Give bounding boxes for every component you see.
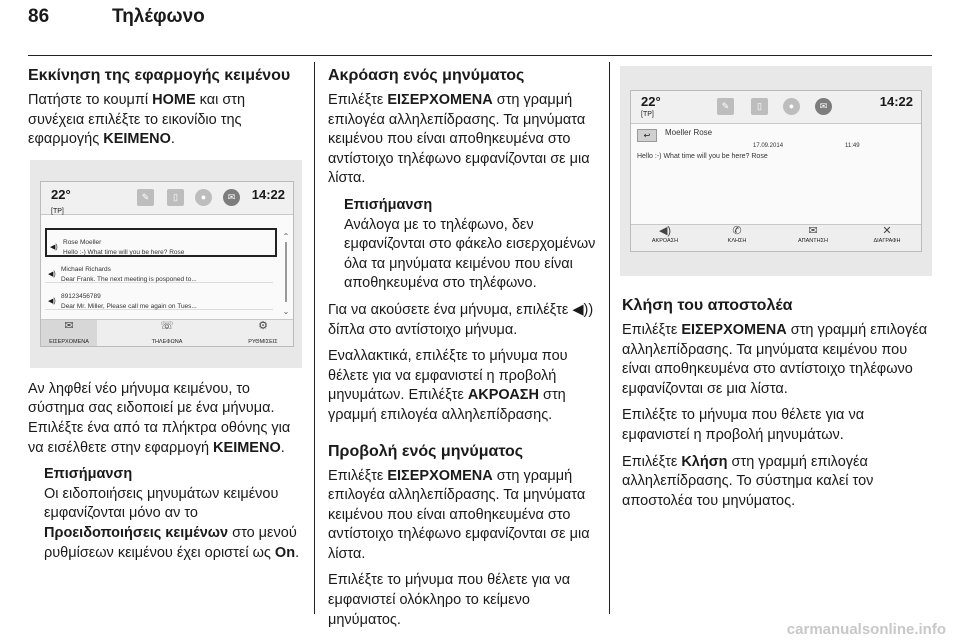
tp-indicator: [TP] [641,111,654,118]
scrollbar[interactable] [285,242,287,302]
column-divider-2 [609,62,610,614]
nav-icon[interactable]: ✎ [717,98,734,115]
inbox-button[interactable]: ✉ ΕΙΣΕΡΧΟΜΕΝΑ [41,320,97,346]
handset-icon: ☏ [160,319,174,332]
temperature: 22° [641,94,661,109]
close-icon: ✕ [882,225,892,237]
paragraph-notification: Αν ληφθεί νέο μήνυμα κειμένου, το σύστημα σας ειδοποιεί με ένα μήνυμα. Επιλέξτε ένα από τα πλήκτρα οθόνης για να εισέλθετε στην εφαρμογή ΚΕΙΜΕΝΟ. [28,380,291,456]
paragraph-listen-2: Για να ακούσετε ένα μήνυμα, επιλέξτε ◀)) δίπλα στο αντίστοιχο μήνυμα. [328,301,594,338]
message-sender: Rose Moeller [63,238,102,246]
message-preview: Dear Frank. The next meeting is posponed to... [61,275,197,283]
clock: 14:22 [251,186,285,202]
heading-view: Προβολή ενός μηνύματος [328,442,524,460]
message-preview: Hello :-) What time will you be here? Rose [63,248,185,256]
inbox-screen [40,181,294,347]
listen-button[interactable]: ◀) ΑΚΡΟΑΣΗ [637,225,693,251]
text-app-icon[interactable]: ✉ [815,98,832,115]
speaker-icon[interactable]: ◀) [48,270,56,278]
message-body: Hello :-) What time will you be here? Rose [637,153,768,160]
settings-icon[interactable]: ● [195,189,212,206]
section-title: Τηλέφωνο [112,6,205,27]
message-row[interactable] [45,228,277,257]
note-title: Επισήμανση [344,196,433,213]
watermark: carmanualsonline.info [786,621,946,638]
speaker-icon[interactable]: ◀) [50,243,58,251]
back-button[interactable] [637,129,657,142]
scroll-up-icon[interactable]: ⌃ [282,231,290,241]
message-view-screen [630,90,922,252]
phones-button[interactable]: ☏ ΤΗΛΕΦΩΝΑ [139,320,195,346]
message-time: 11:49 [845,143,860,149]
paragraph-call-3: Επιλέξτε Κλήση στη γραμμή επιλογέα αλληλεπίδρασης. Το σύστημα καλεί τον αποστολέα του μηνύματος. [622,453,874,509]
tp-indicator: [TP] [51,207,64,215]
header-rule [28,55,932,56]
message-preview: Dear Mr. Miller, Please call me again on Tues... [61,302,197,310]
clock: 14:22 [879,94,913,109]
paragraph-listen-3: Εναλλακτικά, επιλέξτε το μήνυμα που θέλετε για να εμφανιστεί η προβολή μηνυμάτων. Επιλέξτε ΑΚΡΟΑΣΗ στη γραμμή επιλογέα αλληλεπίδρασης. [328,348,568,423]
call-button[interactable]: ✆ ΚΛΗΣΗ [709,225,765,251]
message-date: 17.09.2014 [753,143,784,149]
phone-icon[interactable]: ▯ [751,98,768,115]
heading-call-sender: Κλήση του αποστολέα [622,297,793,314]
back-arrow-icon: ↩ [643,131,651,140]
gear-icon: ⚙ [258,319,268,332]
interaction-selector-bar [41,319,293,346]
heading-start-app: Εκκίνηση της εφαρμογής κειμένου [28,67,291,84]
settings-icon[interactable]: ● [783,98,800,115]
phone-icon[interactable]: ▯ [167,189,184,206]
reply-icon: ✉ [808,225,818,237]
nav-icon[interactable]: ✎ [137,189,154,206]
speaker-icon: ◀) [658,225,672,237]
status-bar [41,182,293,215]
note-inbox: Επισήμανση Ανάλογα με το τηλέφωνο, δεν εμφανίζονται στο φάκελο εισερχομένων όλα τα μηνύματα κειμένου που είναι αποθηκευμένα στο τηλέφωνο. [328,196,600,294]
speaker-icon: ◀)) [572,301,594,318]
message-row[interactable] [45,284,273,310]
message-sender: Moeller Rose [665,128,713,137]
settings-button[interactable]: ⚙ ΡΥΘΜΙΣΕΙΣ [235,320,291,346]
figure-message-screen [620,66,932,276]
paragraph-call-2: Επιλέξτε το μήνυμα που θέλετε για να εμφανιστεί η προβολή μηνυμάτων. [622,407,865,443]
status-bar [631,91,921,124]
temperature: 22° [51,186,71,202]
text-app-icon[interactable]: ✉ [223,189,240,206]
message-sender: 89123456789 [61,292,101,300]
paragraph-start: Πατήστε το κουμπί HOME και στη συνέχεια επιλέξτε το εικονίδιο της εφαρμογής ΚΕΙΜΕΝΟ. [28,92,246,148]
paragraph-listen-1: Επιλέξτε ΕΙΣΕΡΧΟΜΕΝΑ στη γραμμή επιλογέα αλληλεπίδρασης. Τα μηνύματα κειμένου που είναι αποθηκευμένα στο αντίστοιχο τηλέφωνο εμφανίζονται σε μια λίστα. [328,92,590,187]
note-notifications: Επισήμανση Οι ειδοποιήσεις μηνυμάτων κειμένου εμφανίζονται μόνο αν το Προειδοποιήσεις κειμένων στο μενού ρυθμίσεων κειμένου έχει οριστεί ως On. [28,465,304,563]
column-3 [622,296,932,518]
note-title: Επισήμανση [44,466,133,483]
paragraph-view-1: Επιλέξτε ΕΙΣΕΡΧΟΜΕΝΑ στη γραμμή επιλογέα αλληλεπίδρασης. Τα μηνύματα κειμένου που είναι αποθηκευμένα στο αντίστοιχο τηλέφωνο εμφανίζονται σε μια λίστα. [328,467,590,562]
figure-inbox-screen [30,160,302,368]
call-icon: ✆ [732,225,742,237]
paragraph-call-1: Επιλέξτε ΕΙΣΕΡΧΟΜΕΝΑ στη γραμμή επιλογέα αλληλεπίδρασης. Τα μηνύματα κειμένου που είναι αποθηκευμένα στο αντίστοιχο τηλέφωνο εμφανίζονται σε μια λίστα. [622,322,928,397]
paragraph-view-2: Επιλέξτε το μήνυμα που θέλετε για να εμφανιστεί ολόκληρο το κείμενο μηνύματος. [328,572,571,628]
page-number: 86 [28,6,50,27]
message-sender: Michael Richards [61,265,111,273]
column-2 [328,66,600,637]
column-1 [28,66,304,570]
column-divider-1 [314,62,315,614]
interaction-selector-bar [631,224,921,251]
scroll-down-icon[interactable]: ⌄ [282,306,290,316]
envelope-icon: ✉ [64,319,74,332]
delete-button[interactable]: ✕ ΔΙΑΓΡΑΦΗ [859,225,915,251]
speaker-icon[interactable]: ◀) [48,297,56,305]
heading-listen: Ακρόαση ενός μηνύματος [328,67,525,84]
reply-button[interactable]: ✉ ΑΠΑΝΤΗΣΗ [785,225,841,251]
message-row[interactable] [45,257,273,283]
